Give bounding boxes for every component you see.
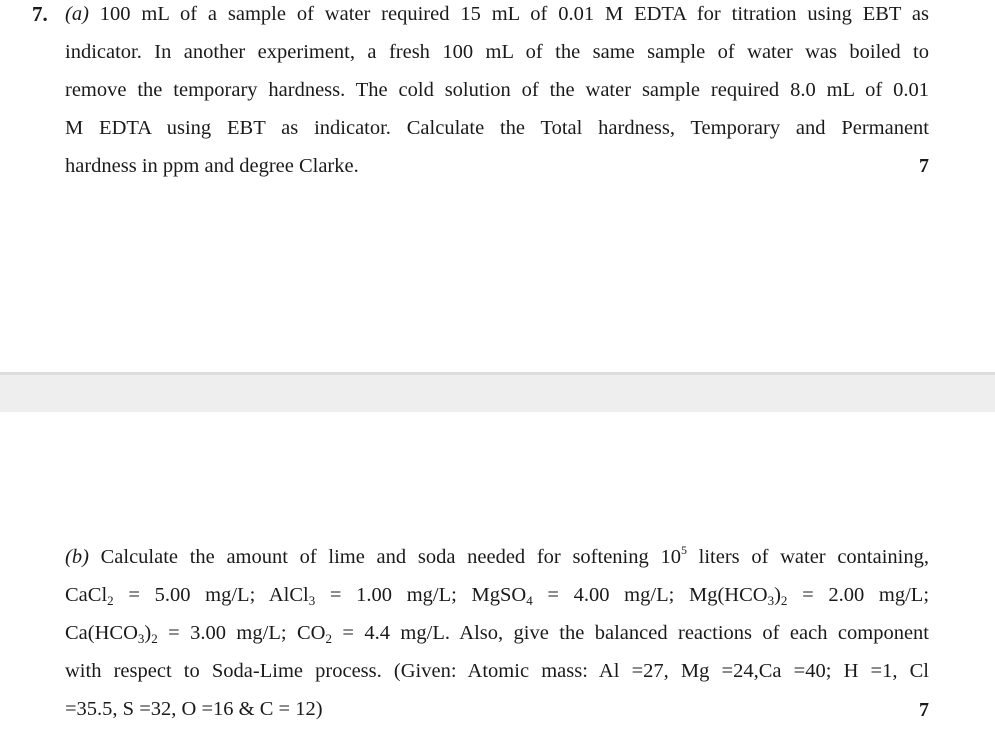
part-a-marks: 7 bbox=[919, 155, 929, 177]
question-part-b bbox=[65, 538, 929, 728]
subscript: 2 bbox=[780, 593, 788, 608]
part-a-line-5: hardness in ppm and degree Clarke. bbox=[65, 155, 359, 177]
formula-alcl3: AlCl bbox=[268, 584, 309, 606]
question-part-a bbox=[65, 0, 929, 185]
part-b-line-2 bbox=[65, 576, 929, 614]
value-co2: = 4.4 mg/L. Also, give the balanced reactions of each component bbox=[331, 622, 929, 644]
part-a-label: (a) bbox=[65, 3, 89, 25]
part-a-text-1: 100 mL of a sample of water required 15 mL of 0.01 M EDTA for titration using EBT as bbox=[99, 3, 929, 25]
subscript: 2 bbox=[325, 631, 332, 646]
subscript: 3 bbox=[308, 593, 316, 608]
formula-cacl2: CaCl bbox=[65, 584, 108, 606]
subscript: 3 bbox=[767, 593, 775, 608]
part-b-line-1 bbox=[65, 538, 929, 576]
subscript: 2 bbox=[107, 593, 114, 608]
formula-co2: CO bbox=[296, 622, 326, 644]
exponent: 5 bbox=[680, 543, 687, 557]
formula-mgso4: MgSO bbox=[471, 584, 527, 606]
value-mghco3: = 2.00 mg/L; bbox=[787, 584, 930, 606]
part-a-line-4: M EDTA using EBT as indicator. Calculate the Total hardness, Temporary and Permanent bbox=[65, 117, 929, 139]
part-b-line-4: with respect to Soda-Lime process. (Given: Atomic mass: Al =27, Mg =24,Ca =40; H =1, Cl bbox=[65, 660, 929, 682]
subscript: 3 bbox=[137, 631, 145, 646]
question-number: 7. bbox=[32, 2, 48, 26]
value-cacl2: = 5.00 mg/L; bbox=[113, 584, 269, 606]
part-a-line-3: remove the temporary hardness. The cold solution of the water sample required 8.0 mL of 0.01 bbox=[65, 79, 929, 101]
formula-mghco3: Mg(HCO bbox=[688, 584, 768, 606]
value-alcl3: = 1.00 mg/L; bbox=[315, 584, 472, 606]
formula-paren: ) bbox=[144, 622, 152, 644]
value-cahco3: = 3.00 mg/L; bbox=[157, 622, 297, 644]
formula-cahco3: Ca(HCO bbox=[65, 622, 138, 644]
part-b-label: (b) bbox=[65, 546, 89, 568]
part-a-line-1 bbox=[65, 0, 929, 33]
value-mgso4: = 4.00 mg/L; bbox=[532, 584, 689, 606]
subscript: 4 bbox=[526, 593, 533, 608]
formula-paren: ) bbox=[774, 584, 781, 606]
subscript: 2 bbox=[151, 631, 158, 646]
page-separator bbox=[0, 372, 995, 412]
part-b-line-1-tail: liters of water containing, bbox=[686, 546, 929, 568]
part-b-line-1-text: Calculate the amount of lime and soda needed for softening 10 bbox=[100, 546, 681, 568]
part-b-line-5: =35.5, S =32, O =16 & C = 12) bbox=[65, 698, 323, 720]
part-a-line-2: indicator. In another experiment, a fresh 100 mL of the same sample of water was boiled to bbox=[65, 41, 929, 63]
part-b-marks: 7 bbox=[919, 699, 929, 721]
part-b-line-3 bbox=[65, 614, 929, 652]
